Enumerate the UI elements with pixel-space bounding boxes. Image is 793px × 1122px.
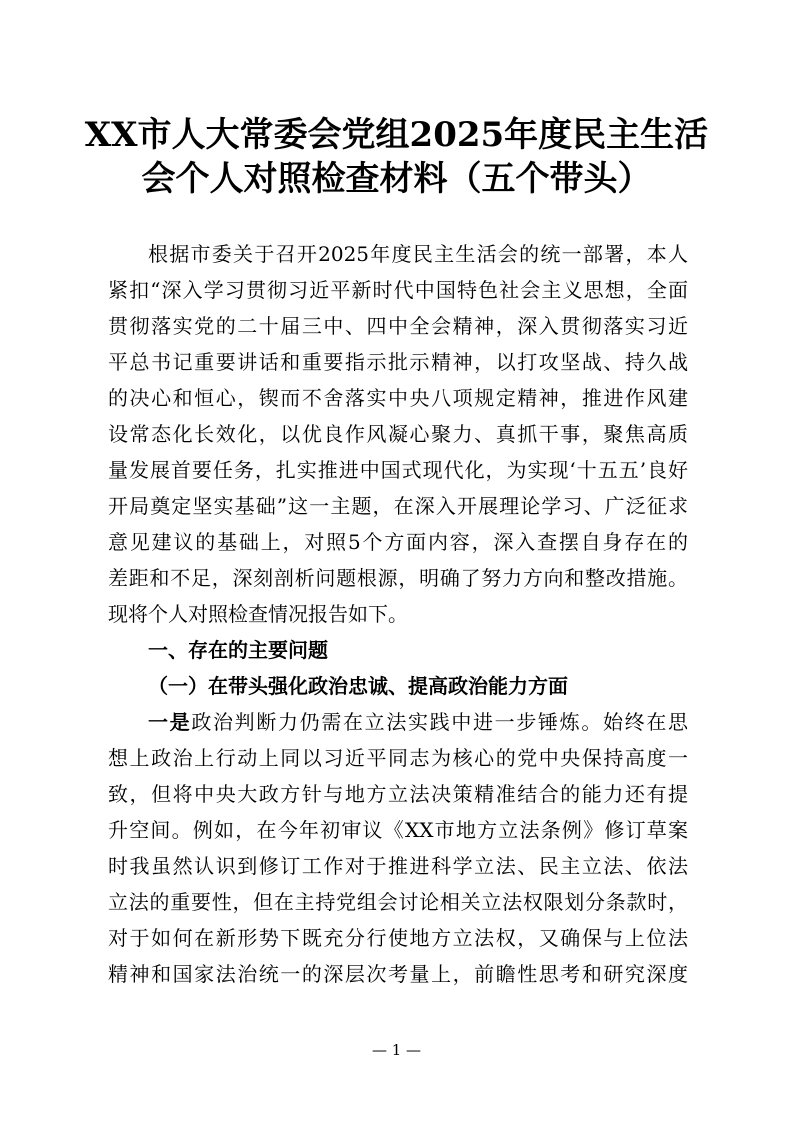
para-line: 精神和国家法治统一的深层次考量上，前瞻性思考和研究深度 [108,962,688,986]
para-line: 升空间。例如，在今年初审议《XX市地方立法条例》修订草案 [108,818,688,842]
intro-line: 开局奠定坚实基础”这一主题，在深入开展理论学习、广泛征求 [108,494,688,518]
para-lead: 一是 [148,710,192,734]
section-heading: 一、存在的主要问题 [148,638,328,662]
intro-line: 平总书记重要讲话和重要指示批示精神，以打攻坚战、持久战 [108,350,688,374]
para-line: 致，但将中央大政方针与地方立法决策精准结合的能力还有提 [108,782,688,806]
page-number: — 1 — [371,1041,422,1059]
para-line: 时我虽然认识到修订工作对于推进科学立法、民主立法、依法 [108,854,688,878]
intro-line: 设常态化长效化，以优良作风凝心聚力、真抓干事，聚焦高质 [108,422,688,446]
intro-line: 紧扣“深入学习贯彻习近平新时代中国特色社会主义思想，全面 [108,278,688,302]
intro-line: 根据市委关于召开2025年度民主生活会的统一部署，本人 [148,242,688,266]
para-line-text: 政治判断力仍需在立法实践中进一步锤炼。始终在思 [191,710,688,734]
para-line: 对于如何在新形势下既充分行使地方立法权，又确保与上位法 [108,926,688,950]
para-line: 立法的重要性，但在主持党组会讨论相关立法权限划分条款时， [108,890,688,914]
intro-line: 贯彻落实党的二十届三中、四中全会精神，深入贯彻落实习近 [108,314,688,338]
intro-line: 量发展首要任务，扎实推进中国式现代化，为实现‘十五五’良好 [108,458,688,482]
document-title-line-2: 会个人对照检查材料（五个带头） [141,159,652,199]
intro-line: 差距和不足，深刻剖析问题根源，明确了努力方向和整改措施。 [108,566,688,590]
subsection-heading: （一）在带头强化政治忠诚、提高政治能力方面 [148,674,568,698]
intro-line: 的决心和恒心，锲而不舍落实中央八项规定精神，推进作风建 [108,386,688,410]
para-line: 想上政治上行动上同以习近平同志为核心的党中央保持高度一 [108,746,688,770]
document-title-line-1: XX市人大常委会党组2025年度民主生活 [84,115,709,155]
intro-line: 意见建议的基础上，对照5个方面内容，深入查摆自身存在的 [108,530,688,554]
para-line [148,704,688,740]
intro-line: 现将个人对照检查情况报告如下。 [108,602,408,626]
